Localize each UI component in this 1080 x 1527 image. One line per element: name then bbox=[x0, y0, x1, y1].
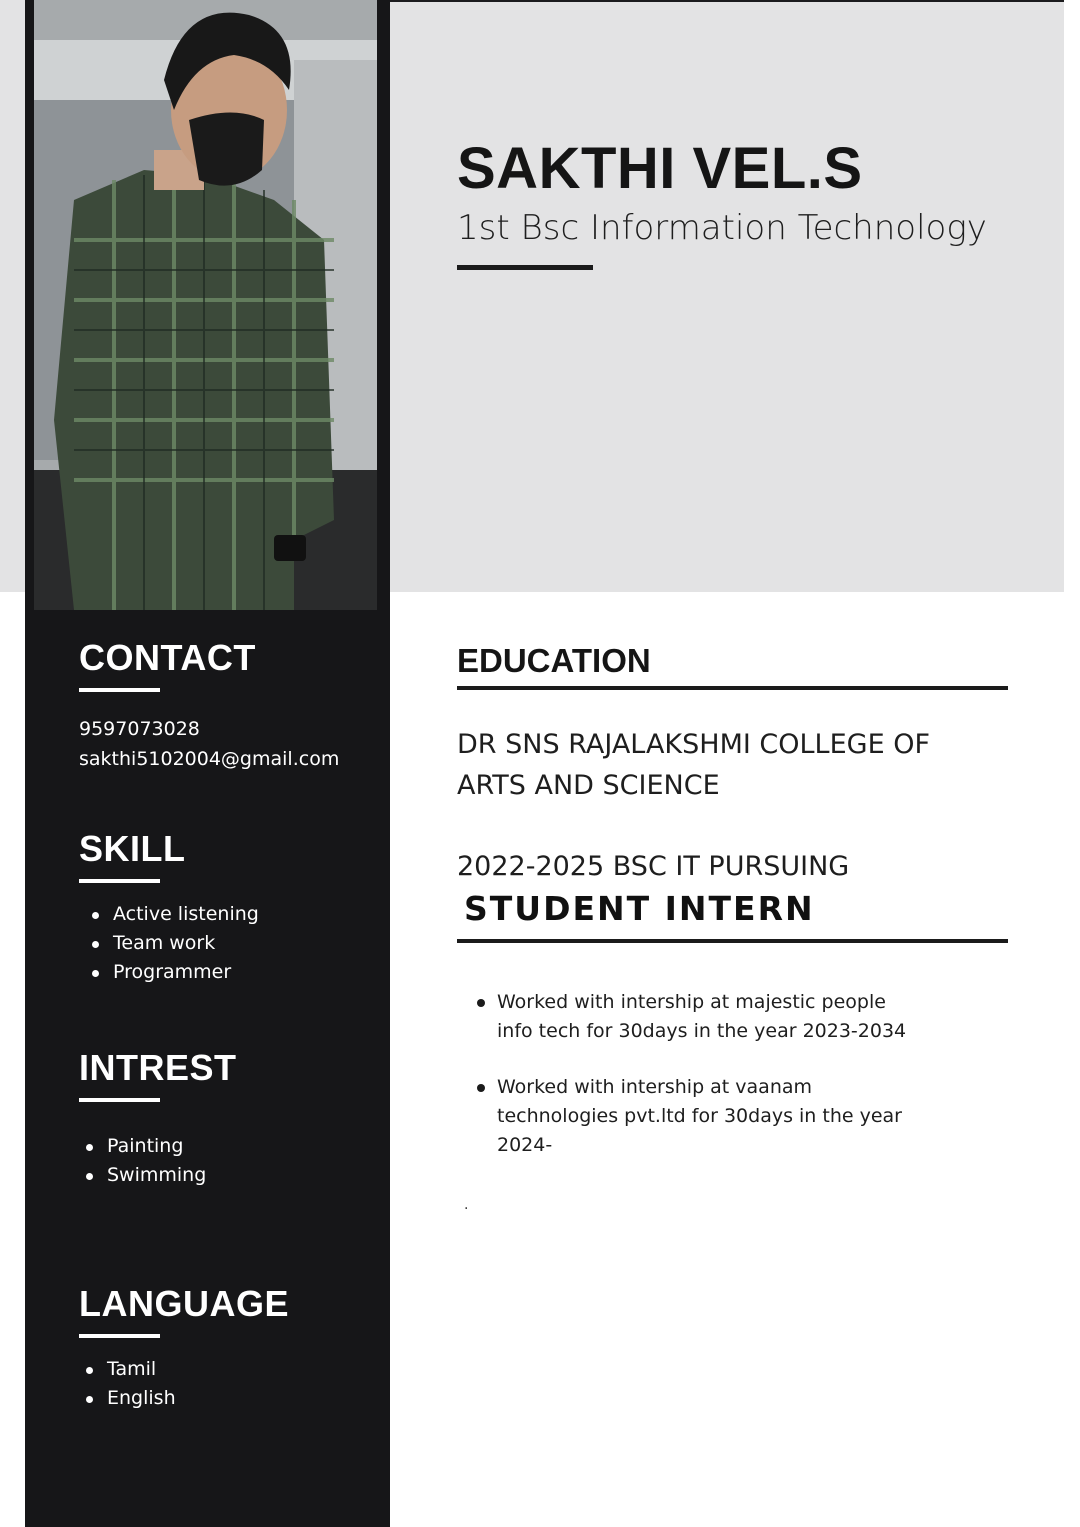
skill-list bbox=[79, 900, 259, 987]
page-right-margin bbox=[1064, 0, 1080, 1527]
internship-item: Worked with intership at majestic people info tech for 30days in the year 2023-2034 bbox=[477, 988, 917, 1046]
education-heading: EDUCATION bbox=[457, 642, 651, 679]
skill-heading-rule bbox=[79, 879, 160, 883]
profile-photo-illustration bbox=[34, 0, 377, 610]
education-rule bbox=[457, 686, 1008, 690]
interest-item: Swimming bbox=[73, 1161, 237, 1190]
name-underline bbox=[457, 265, 593, 270]
education-college-line1: DR SNS RAJALAKSHMI COLLEGE OF bbox=[457, 729, 931, 760]
language-list bbox=[73, 1355, 289, 1413]
internship-heading: STUDENT INTERN bbox=[464, 889, 815, 928]
skill-heading: SKILL bbox=[79, 828, 186, 869]
education-college-line2: ARTS AND SCIENCE bbox=[457, 770, 720, 801]
skill-item: Team work bbox=[79, 929, 259, 958]
contact-section bbox=[79, 638, 339, 774]
top-border-line bbox=[390, 0, 1065, 2]
contact-email: sakthi5102004@gmail.com bbox=[79, 748, 340, 770]
education-period: 2022-2025 BSC IT PURSUING bbox=[457, 851, 850, 882]
internship-item: Worked with intership at vaanam technologies pvt.ltd for 30days in the year 2024- bbox=[477, 1073, 917, 1160]
language-heading-rule bbox=[79, 1334, 160, 1338]
interest-item: Painting bbox=[73, 1132, 237, 1161]
skill-item: Programmer bbox=[79, 958, 259, 987]
skill-item: Active listening bbox=[79, 900, 259, 929]
contact-heading: CONTACT bbox=[79, 637, 256, 678]
profile-photo bbox=[34, 0, 377, 610]
contact-phone: 9597073028 bbox=[79, 718, 200, 740]
candidate-name: SAKTHI VEL.S bbox=[457, 136, 863, 201]
skill-section bbox=[79, 829, 259, 987]
internship-list bbox=[477, 988, 917, 1187]
interest-heading: INTREST bbox=[79, 1047, 237, 1088]
interest-list bbox=[73, 1132, 237, 1190]
language-heading: LANGUAGE bbox=[79, 1283, 289, 1324]
internship-rule bbox=[457, 939, 1008, 943]
language-item: Tamil bbox=[73, 1355, 289, 1384]
interest-section bbox=[79, 1048, 237, 1190]
language-item: English bbox=[73, 1384, 289, 1413]
interest-heading-rule bbox=[79, 1098, 160, 1102]
language-section bbox=[79, 1284, 289, 1413]
trailing-mark: . bbox=[464, 1197, 469, 1213]
candidate-role: 1st Bsc Information Technology bbox=[457, 208, 987, 248]
